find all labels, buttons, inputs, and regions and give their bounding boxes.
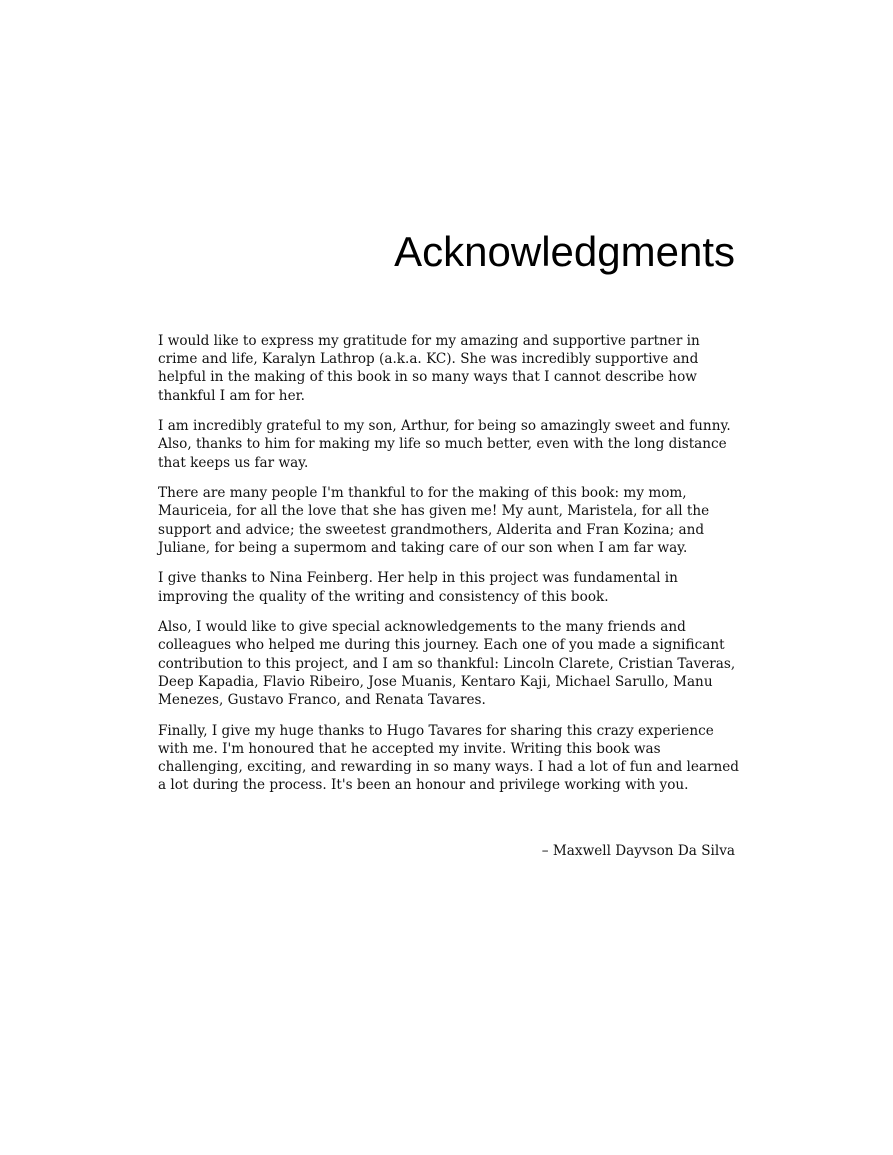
paragraph-coauthor: Finally, I give my huge thanks to Hugo Tavares for sharing this crazy experience with me. I'm honoured that he accepted my invite. Writing this book was challenging, exciting, and rewarding in so many ways. I had a lot of fun and learned a lot during the process. It's been an honour and privilege working with you. [158, 722, 739, 794]
paragraph-family: There are many people I'm thankful to for the making of this book: my mom, Mauriceia, for all the love that she has given me! My aunt, Maristela, for all the support and advice; the sweetest grandmothers, Alderita and Fran Kozina; and Juliane, for being a supermom and taking care of our son when I am far way. [158, 485, 710, 556]
page-title: Acknowledgments [394, 228, 735, 275]
paragraph-colleagues: Also, I would like to give special acknowledgements to the many friends and colleagues who helped me during this journey. Each one of you made a significant contribution to this project, and I am so thankful: Lincoln Clarete, Cristian Taveras, Deep Kapadia, Flavio Ribeiro, Jose Muanis, Kentaro Kaji, Michael Sarullo, Manu Menezes, Gustavo Franco, and Renata Tavares. [158, 619, 736, 709]
paragraph-partner: I would like to express my gratitude for my amazing and supportive partner in crime and life, Karalyn Lathrop (a.k.a. KC). She was incredibly supportive and helpful in the making of this book in so many ways that I cannot describe how thankful I am for her. [158, 333, 700, 404]
acknowledgments-body [158, 332, 740, 807]
paragraph-editor: I give thanks to Nina Feinberg. Her help in this project was fundamental in improving the quality of the writing and consistency of this book. [158, 570, 678, 605]
author-signature: – Maxwell Dayvson Da Silva [541, 843, 735, 859]
paragraph-son: I am incredibly grateful to my son, Arthur, for being so amazingly sweet and funny. Also, thanks to him for making my life so much better, even with the long distance that keeps us far way. [158, 418, 731, 471]
